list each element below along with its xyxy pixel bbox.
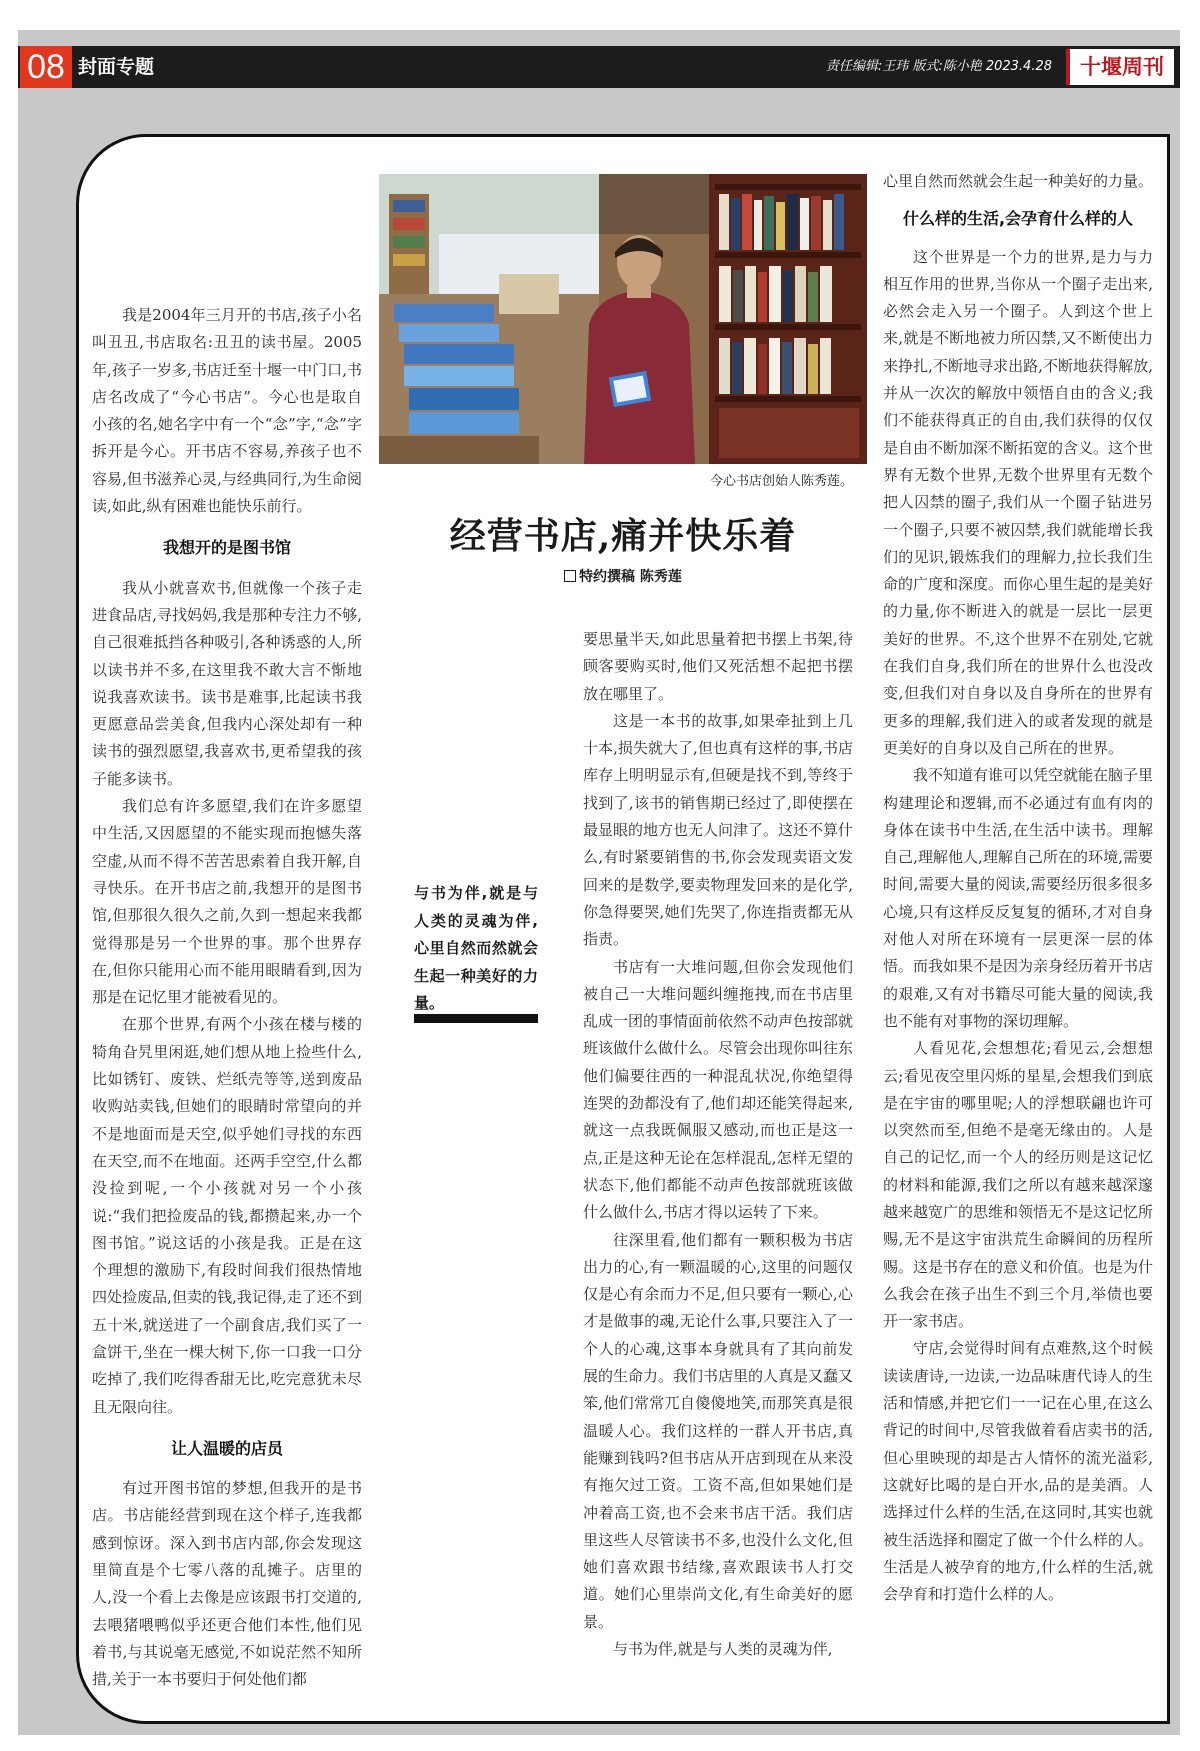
paragraph: 守店,会觉得时间有点难熬,这个时候读读唐诗,一边读,一边品味唐代诗人的生活和情感,并把它们一一记在心里,在这么背记的时间中,尽管我做着看店卖书的活,但心里映现的却是古人情怀的流光溢彩,这就好比喝的是白开水,品的是美酒。人选择过什么样的生活,在这同时,其实也就被生活选择和圈定了做一个什么样的人。生活是人被孕育的地方,什么样的生活,就会孕育和打造什么样的人。 bbox=[883, 1339, 1154, 1604]
bookstore-photo-illustration bbox=[379, 174, 867, 464]
editor-credits: 责任编辑:王玮 版式:陈小艳 2023.4.28 bbox=[825, 59, 1052, 74]
pull-quote-bar bbox=[414, 1014, 538, 1023]
paragraph: 往深里看,他们都有一颗积极为书店出力的心,有一颗温暖的心,这里的问题仅仅是心有余而力不足,但只要有一颗心,心才是做事的魂,无论什么事,只要注入了一个人的心魂,这事本身就具有了其向前发展的生命力。我们书店里的人真是又蠢又笨,他们常常兀自傻傻地笑,而那笑真是很温暖人心。我们这样的一群人开书店,真能赚到钱吗?但书店从开店到现在从来没有拖欠过工资。工资不高,但如果她们是冲着高工资,也不会来书店干活。我们店里这些人尽管读书不多,也没什么文化,但她们喜欢跟书结缘,喜欢跟读书人打交道。她们心里崇尚文化,有生命美好的愿景。 bbox=[583, 1230, 854, 1631]
subheading: 我想开的是图书馆 bbox=[162, 538, 291, 558]
paragraph: 在那个世界,有两个小孩在楼与楼的犄角旮旯里闲逛,她们想从地上捡些什么,比如锈钉、废铁、烂纸壳等等,送到废品收购站卖钱,但她们的眼睛时常望向的并不是地面而是天空,似乎她们寻找的东西在天空,而不在地面。还两手空空,什么都没捡到呢,一个小孩就对另一个小孩说:“我们把捡废品的钱,都攒起来,办一个图书馆。”说这话的小孩是我。正是在这个理想的激励下,有段时间我们很热情地四处捡废品,但卖的钱,我记得,走了还不到五十米,就送进了一个副食店,我们买了一盒饼干,坐在一棵大树下,你一口我一口分吃掉了,我们吃得香甜无比,吃完意犹未尽且无限向往。 bbox=[92, 1015, 362, 1416]
paragraph: 我们总有许多愿望,我们在许多愿望中生活,又因愿望的不能实现而抱憾失落空虚,从而不得不苦苦思索着自我开解,自寻快乐。在开书店之前,我想开的是图书馆,但那很久很久之前,久到一想起来我都觉得那是另一个世界的事。那个世界存在,但你只能用心而不能用眼睛看到,因为那是在记忆里才能被看见的。 bbox=[92, 797, 362, 1007]
pull-quote: 与书为伴,就是与人类的灵魂为伴,心里自然而然就会生起一种美好的力量。 bbox=[414, 884, 538, 1013]
paragraph: 这是一本书的故事,如果牵扯到上几十本,损失就大了,但也真有这样的事,书店库存上明明显示有,但硬是找不到,等终于找到了,该书的销售期已经过了,即使摆在最显眼的地方也无人问津了。这还不算什么,有时紧要销售的书,你会发现卖语文发回来的是数学,要卖物理发回来的是化学,你急得要哭,她们先哭了,你连指责都无从指责。 bbox=[583, 711, 854, 949]
subheading: 什么样的生活,会孕育什么样的人 bbox=[902, 209, 1134, 229]
masthead-logo: 十堰周刊 bbox=[1066, 49, 1174, 85]
column-1 bbox=[92, 302, 362, 1712]
article-photo bbox=[379, 174, 867, 464]
paragraph: 人看见花,会想想花;看见云,会想想云;看见夜空里闪烁的星星,会想我们到底是在宇宙的哪里呢;人的浮想联翩也许可以突然而至,但绝不是毫无缘由的。人是自己的记忆,而一个人的经历则是这记忆的材料和能源,我们之所以有越来越深邃越来越宽广的思维和领悟无不是这记忆所赐,无不是这宇宙洪荒生命瞬间的历程所赐。这是书存在的意义和价值。也是为什么我会在孩子出生不到三个月,举债也要开一家书店。 bbox=[883, 1039, 1154, 1331]
paragraph: 与书为伴,就是与人类的灵魂为伴, bbox=[613, 1639, 833, 1658]
page-number: 08 bbox=[20, 46, 72, 88]
subheading: 让人温暖的店员 bbox=[170, 1438, 283, 1458]
paragraph: 要思量半天,如此思量着把书摆上书架,待顾客要购买时,他们又死活想不起把书摆放在哪里了。 bbox=[583, 630, 853, 703]
paragraph: 书店有一大堆问题,但你会发现他们被自己一大堆问题纠缠拖拽,而在书店里乱成一团的事情面前依然不动声色按部就班该做什么做什么。尽管会出现你叫往东他们偏要往西的一种混乱状况,你绝望得连哭的劲都没有了,他们却还能笑得起来,就这一点我既佩服又感动,而也正是这一点,正是这种无论在怎样混乱,怎样无望的状态下,他们都能不动声色按部就班该做什么做什么,书店才得以运转了下来。 bbox=[583, 957, 854, 1222]
byline-box-icon bbox=[564, 570, 576, 582]
paragraph: 我不知道有谁可以凭空就能在脑子里构建理论和逻辑,而不必通过有血有肉的身体在读书中生活,在生活中读书。理解自己,理解他人,理解自己所在的环境,需要时间,需要大量的阅读,需要经历很多很多心境,只有这样反反复复的循环,才对自身对他人对所在环境有一层更深一层的体悟。而我如果不是因为亲身经历着开书店的艰难,又有对书籍尽可能大量的阅读,我也不能有对事物的深切理解。 bbox=[883, 766, 1154, 1030]
paragraph: 我是2004年三月开的书店,孩子小名叫丑丑,书店取名:丑丑的读书屋。2005年,孩子一岁多,书店迁至十堰一中门口,书店名改成了“今心书店”。今心也是取自小孩的名,她名字中有一个“念”字,“念”字拆开是今心。开书店不容易,养孩子也不容易,但书滋养心灵,与经典同行,为生命阅读,如此,纵有困难也能快乐前行。 bbox=[92, 306, 362, 516]
column-2 bbox=[583, 626, 853, 1714]
article-headline: 经营书店,痛并快乐着 bbox=[449, 515, 797, 557]
paragraph: 有过开图书馆的梦想,但我开的是书店。书店能经营到现在这个样子,连我都感到惊讶。深入到书店内部,你会发现这里简直是个七零八落的乱摊子。店里的人,没一个看上去像是应该跟书打交道的,去喂猪喂鸭似乎还更合他们本性,他们见着书,与其说毫无感觉,不如说茫然不知所措,关于一本书要归于何处他们都 bbox=[92, 1479, 362, 1689]
page-header bbox=[18, 46, 1180, 88]
photo-caption: 今心书店创始人陈秀莲。 bbox=[709, 474, 853, 489]
column-3 bbox=[883, 168, 1153, 1714]
paragraph: 我从小就喜欢书,但就像一个孩子走进食品店,寻找妈妈,我是那种专注力不够,自己很难抵挡各种吸引,各种诱惑的人,所以读书并不多,在这里我不敢大言不惭地说我喜欢读书。读书是难事,比起读书我更愿意品尝美食,但我内心深处却有一种读书的强烈愿望,我喜欢书,更希望我的孩子能多读书。 bbox=[92, 578, 362, 788]
byline-text: 特约撰稿 陈秀莲 bbox=[579, 569, 682, 585]
article-byline bbox=[379, 566, 867, 586]
paragraph: 心里自然而然就会生起一种美好的力量。 bbox=[883, 172, 1154, 190]
section-title: 封面专题 bbox=[78, 56, 155, 78]
paragraph: 这个世界是一个力的世界,是力与力相互作用的世界,当你从一个圈子走出来,必然会走入另一个圈子。人到这个世上来,就是不断地被力所囚禁,又不断使出力来挣扎,不断地寻求出路,不断地获得解放,并从一次次的解放中领悟自由的含义;我们不能获得真正的自由,我们获得的仅仅是自由不断加深不断拓宽的含义。这个世界有无数个世界,无数个世界里有无数个把人囚禁的圈子,我们从一个圈子钻进另一个圈子,只要不被囚禁,我们就能增长我们的见识,锻炼我们的理解力,拉长我们生命的广度和深度。而你心里生起的是美好的力量,你不断进入的就是一层比一层更美好的世界。不,这个世界不在别处,它就在我们自身,我们所在的世界什么也没改变,但我们对自身以及自身所在的世界有更多的理解,我们进入的或者发现的就是更美好的自身以及自己所在的世界。 bbox=[883, 247, 1154, 757]
